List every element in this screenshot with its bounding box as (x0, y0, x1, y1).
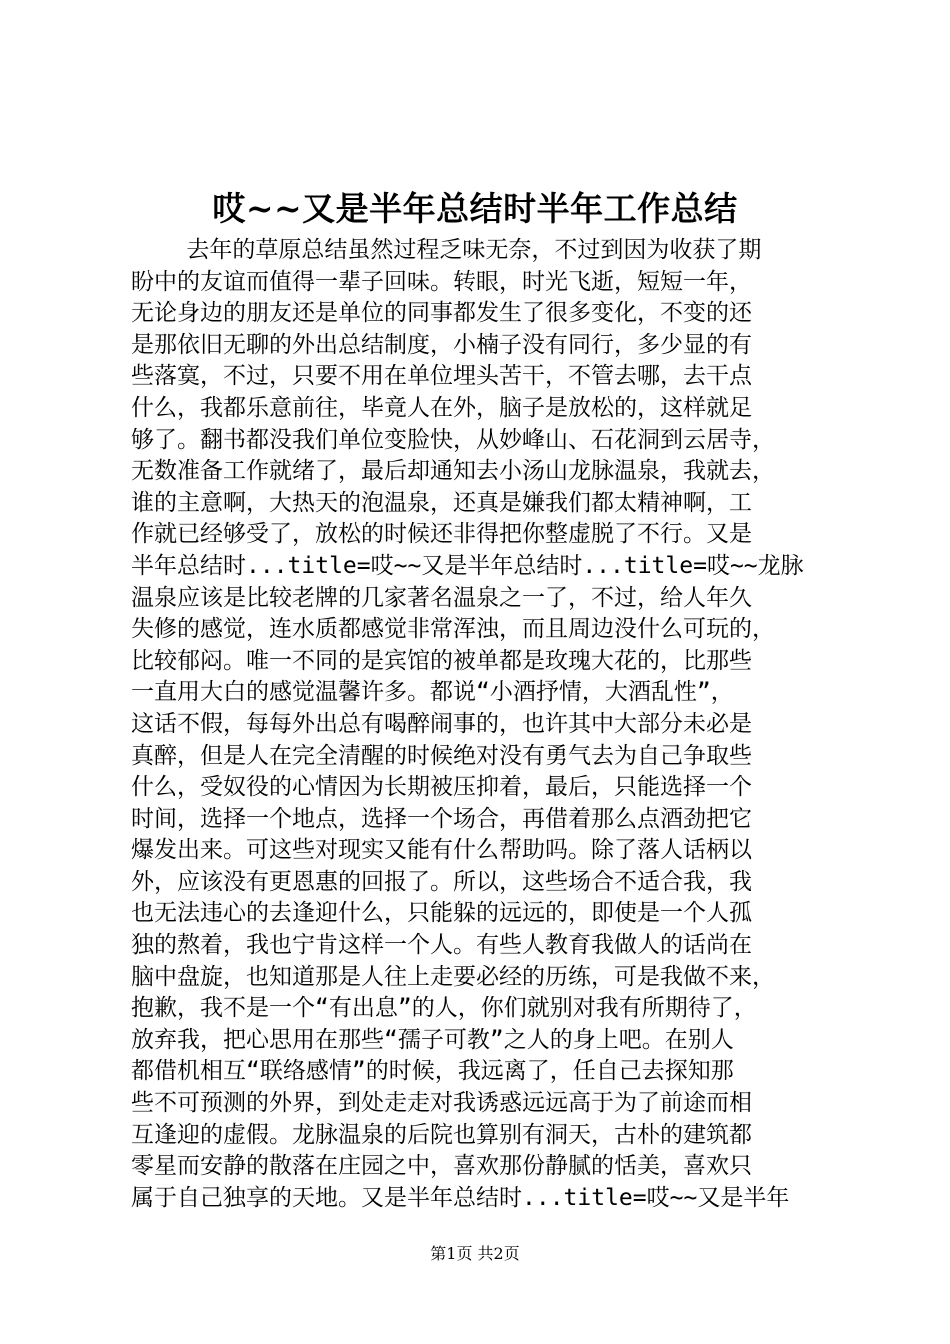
body-line: 属于自己独享的天地。又是半年总结时...title=哎~~又是半年 (131, 1184, 790, 1211)
body-line: 是那依旧无聊的外出总结制度，小楠子没有同行，多少显的有 (131, 331, 752, 358)
body-line: 无数准备工作就绪了，最后却通知去小汤山龙脉温泉，我就去， (131, 458, 775, 485)
body-line: 爆发出来。可这些对现实又能有什么帮助吗。除了落人话柄以 (131, 837, 752, 864)
page-number-footer: 第1页 共2页 (430, 1244, 520, 1263)
body-line: 抱歉，我不是一个“有出息”的人，你们就别对我有所期待了， (131, 995, 757, 1022)
body-line: 外，应该没有更恩惠的回报了。所以，这些场合不适合我，我 (131, 868, 752, 895)
body-line: 独的熬着，我也宁肯这样一个人。有些人教育我做人的话尚在 (131, 932, 752, 959)
body-line: 够了。翻书都没我们单位变脸快，从妙峰山、石花洞到云居寺， (131, 426, 775, 453)
body-line: 无论身边的朋友还是单位的同事都发生了很多变化，不变的还 (131, 300, 752, 327)
body-line: 盼中的友谊而值得一辈子回味。转眼，时光飞逝，短短一年， (131, 268, 752, 295)
body-line: 去年的草原总结虽然过程乏味无奈，不过到因为收获了期 (131, 237, 762, 263)
body-line: 一直用大白的感觉温馨许多。都说“小酒抒情，大酒乱性”， (131, 679, 734, 706)
body-line: 脑中盘旋，也知道那是人往上走要必经的历练，可是我做不来， (131, 963, 775, 990)
body-line: 比较郁闷。唯一不同的是宾馆的被单都是玫瑰大花的，比那些 (131, 647, 752, 674)
body-line: 作就已经够受了，放松的时候还非得把你整虚脱了不行。又是 (131, 521, 752, 548)
body-line: 也无法违心的去逢迎什么，只能躲的远远的，即使是一个人孤 (131, 900, 752, 927)
body-line: 什么，受奴役的心情因为长期被压抑着，最后，只能选择一个 (131, 774, 752, 801)
body-line: 这话不假，每每外出总有喝醉闹事的，也许其中大部分未必是 (131, 710, 752, 737)
body-line: 互逢迎的虚假。龙脉温泉的后院也算别有洞天，古朴的建筑都 (131, 1121, 752, 1148)
body-line: 失修的感觉，连水质都感觉非常浑浊，而且周边没什么可玩的， (131, 616, 775, 643)
document-title: 哎~~又是半年总结时半年工作总结 (212, 189, 738, 228)
body-line: 时间，选择一个地点，选择一个场合，再借着那么点酒劲把它 (131, 805, 752, 832)
body-line: 半年总结时...title=哎~~又是半年总结时...title=哎~~龙脉 (131, 552, 804, 579)
body-line: 真醉，但是人在完全清醒的时候绝对没有勇气去为自己争取些 (131, 742, 752, 769)
body-line: 温泉应该是比较老牌的几家著名温泉之一了，不过，给人年久 (131, 584, 752, 611)
body-line: 谁的主意啊，大热天的泡温泉，还真是嫌我们都太精神啊，工 (131, 489, 752, 516)
document-body (131, 235, 831, 1214)
body-line: 放弃我，把心思用在那些“孺子可教”之人的身上吧。在别人 (131, 1026, 734, 1053)
body-line: 些落寞，不过，只要不用在单位埋头苦干，不管去哪，去干点 (131, 363, 752, 390)
body-line: 什么，我都乐意前往，毕竟人在外，脑子是放松的，这样就足 (131, 394, 752, 421)
body-line: 都借机相互“联络感情”的时候，我远离了，任自己去探知那 (131, 1058, 734, 1085)
body-line: 零星而安静的散落在庄园之中，喜欢那份静腻的恬美，喜欢只 (131, 1153, 752, 1180)
body-line: 些不可预测的外界，到处走走对我诱惑远远高于为了前途而相 (131, 1090, 752, 1117)
